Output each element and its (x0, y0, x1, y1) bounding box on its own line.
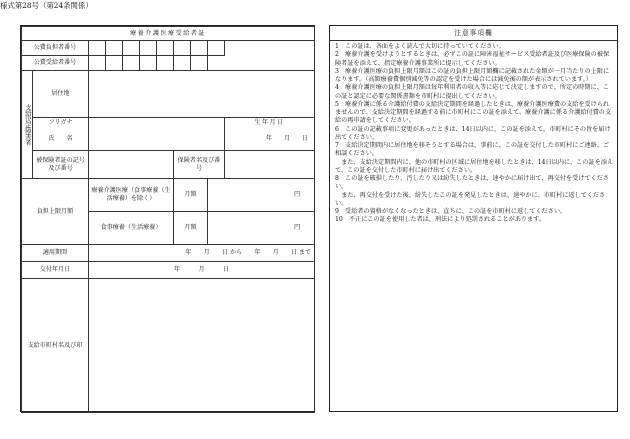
recipient-digit-box (106, 56, 123, 71)
payer-digit-box (89, 41, 106, 56)
issue-date: 年 月 日 (89, 262, 315, 279)
recipient-digit-box (191, 56, 208, 71)
municipality-field (89, 279, 315, 413)
note-item: 2 療養介護を受けようとするときは、必ずこの証に障害福祉サービス受給者証及び医療保険の被保険者証を添えて、指定療養介護事業所に提示してください。 (335, 51, 610, 67)
issue-date-label: 交付年月日 (22, 262, 89, 279)
insured-card-field (89, 151, 174, 179)
birth-day-unit: 日 (302, 135, 309, 143)
payer-digit-box (106, 41, 123, 56)
note-item: 9 受給者の資格がなくなったときは、直ちに、この証を市町村に返してください。 (335, 208, 567, 215)
blank-area (225, 56, 315, 71)
note-item: 10 不正にこの証を使用した者は、刑法により処罰されることがあります。 (335, 216, 545, 224)
recipient-group-label: 支給決定障害者 (22, 71, 33, 179)
payer-digit-box (174, 41, 191, 56)
meal-cost-yen: 円 (208, 212, 315, 245)
payer-digit-box (208, 41, 225, 56)
payer-digit-box (191, 41, 208, 56)
public-recipient-no-label: 公費受給者番号 (22, 56, 89, 71)
note-item: また、再交付を受けた後、紛失したこの証を発見したときは、速やかに、市町村に返してください。 (335, 191, 606, 207)
certificate-panel (20, 25, 315, 412)
recipient-digit-box (123, 56, 140, 71)
name-label: 氏 名 (33, 129, 89, 151)
note-item: 6 この証の記載事項に変更があったときは、14日以内に、この証を添えて、市町村にその旨を届け出てください。 (335, 125, 611, 141)
form-number: 様式第28号（第24条関係） (0, 1, 93, 10)
address-label: 居住地 (33, 71, 89, 118)
insured-card-label: 被保険者証の記号及び番号 (33, 151, 89, 179)
birthdate-label: 生年月日 (225, 118, 315, 129)
insurer-label: 保険者名及び番号 (174, 151, 225, 179)
certificate-table (21, 26, 315, 413)
notes-panel (329, 25, 618, 412)
monthly-label: 月額 (174, 212, 208, 245)
note-item: 3 療養介護医療の負担上限月額はこの証の負担上限月額欄に記載された金額が一月当たりの上限になります。（高額療養費個別減免等の認定を受けた場合には減免後の額が表示されています。） (335, 67, 610, 83)
recipient-digit-box (174, 56, 191, 71)
medical-cost-label: 療養介護医療（食事療養（生活療養）を除く） (89, 179, 174, 212)
note-item: 5 療養介護に係る介護給付費の支給決定期間を経過したときは、療養介護医療費の支給を受けられませんので、支給決定期間を経過する前に市町村にこの証を添えて、療養介護に係る介護給付費の支給の再申請をしてください。 (335, 100, 612, 125)
validity-label: 適用期間 (22, 245, 89, 262)
note-item: また、支給決定期間内に、他の市町村の区域に居住地を移したときは、14日以内に、この証を添えて、この証を交付した市町村に届け出てください。 (335, 158, 614, 174)
recipient-digit-box (89, 56, 106, 71)
blank-area (225, 41, 315, 56)
recipient-digit-box (208, 56, 225, 71)
payer-digit-box (123, 41, 140, 56)
municipality-label: 支給市町村名及び印 (22, 279, 89, 413)
payer-digit-box (157, 41, 174, 56)
note-item: 8 この証を破損したり、汚したり又は紛失したときは、速やかに届け出て、再交付を受けてください。 (335, 175, 609, 191)
birth-year-unit: 年 (265, 135, 272, 143)
insurer-field (225, 151, 315, 179)
notes-list (335, 43, 614, 225)
note-item: 1 この証は、各面をよく読んで大切に持っていてください。 (335, 43, 505, 50)
public-payer-no-label: 公費負担者番号 (22, 41, 89, 56)
meal-cost-label: 食事療養（生活療養） (89, 212, 174, 245)
recipient-digit-box (157, 56, 174, 71)
note-item: 7 支給決定期間内に居住地を移そうとする場合は、事前に、この証を交付した市町村にご連絡、ご相談ください。 (335, 142, 610, 158)
birthdate-field (225, 129, 315, 151)
name-field (89, 129, 225, 151)
validity-period: 年 月 日 から 年 月 日 まで (89, 245, 315, 262)
payer-digit-box (140, 41, 157, 56)
recipient-digit-box (140, 56, 157, 71)
notes-title: 注意事項欄 (330, 26, 617, 41)
limit-label: 負担上限月額 (22, 179, 89, 245)
note-item: 4 療養介護医療の負担上限月額は毎年利用者の収入等に応じて決定しますので、所定の時期に、この証と認定に必要な関係書類を市町村に提出してください。 (335, 84, 609, 100)
address-field (89, 71, 315, 118)
furigana-label: フリガナ (33, 118, 89, 129)
medical-cost-yen: 円 (208, 179, 315, 212)
birth-month-unit: 月 (283, 135, 291, 143)
certificate-title: 療養介護医療受給者証 (22, 27, 315, 41)
furigana-field (89, 118, 225, 129)
monthly-label: 月額 (174, 179, 208, 212)
